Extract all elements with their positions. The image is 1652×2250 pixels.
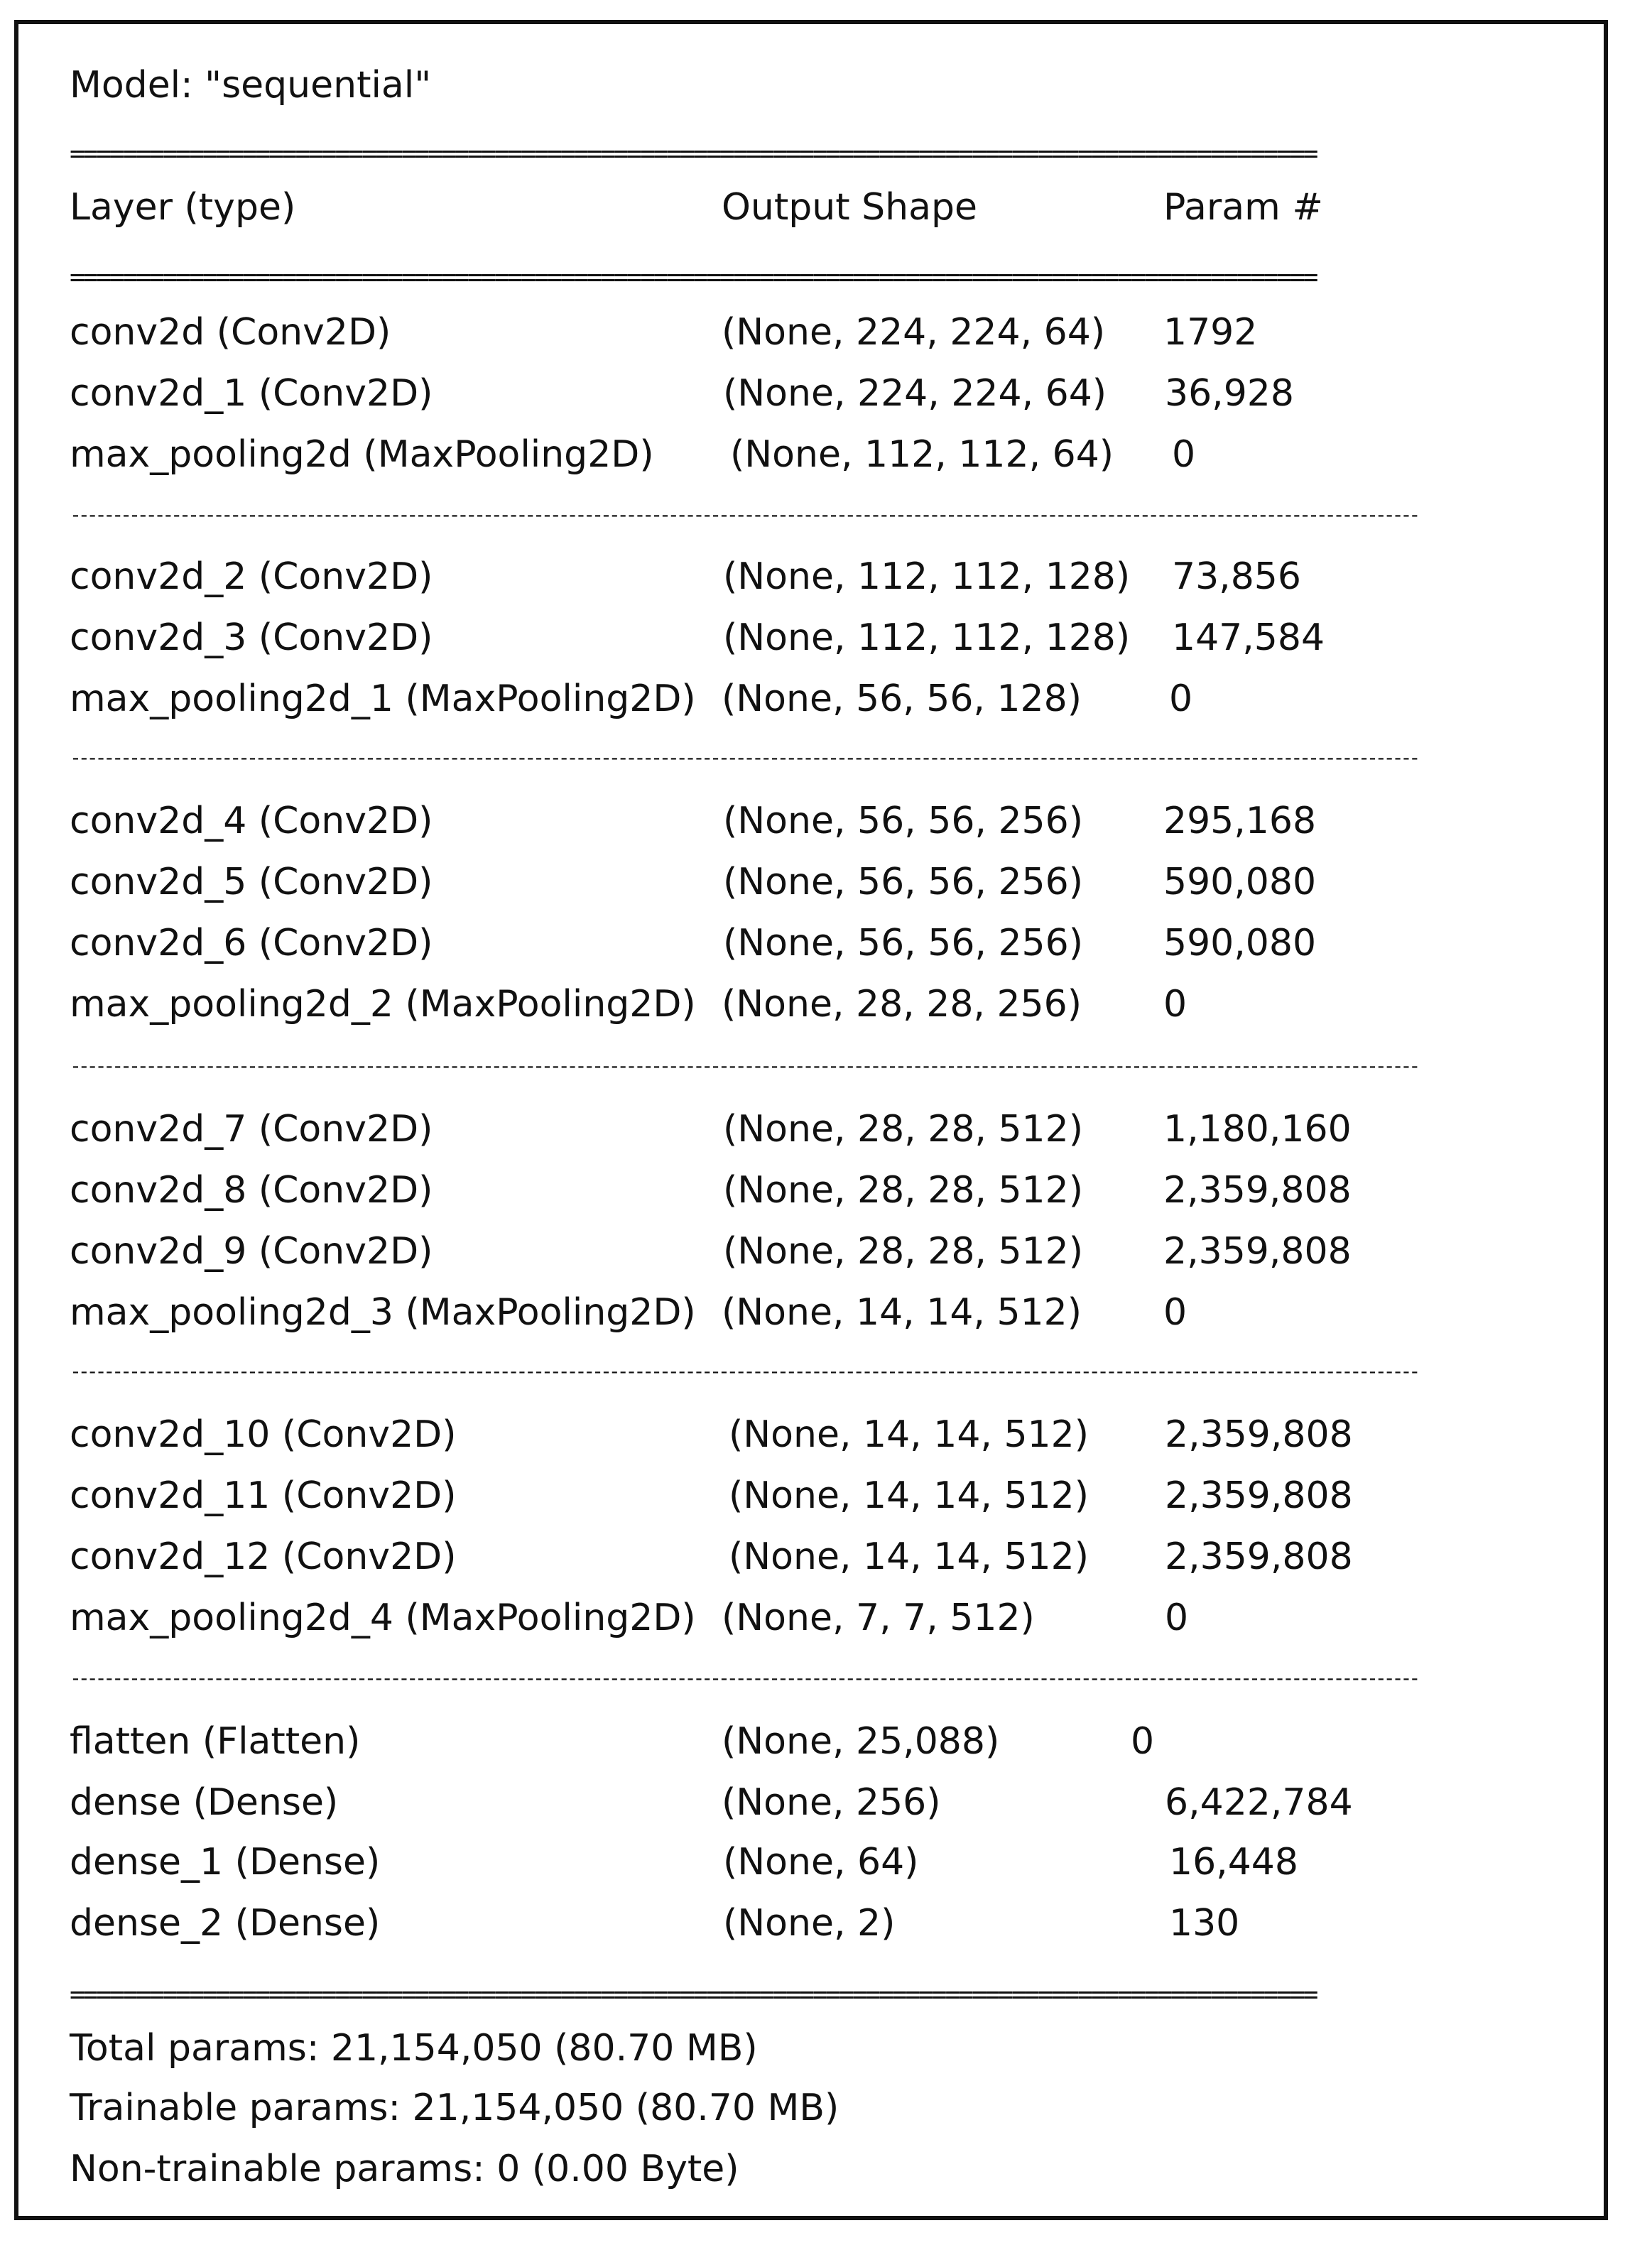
output-shape-cell: (None, 28, 28, 256) <box>722 983 1082 1026</box>
layer-name-cell: dense (Dense) <box>70 1781 339 1824</box>
param-count-cell: 36,928 <box>1165 372 1294 415</box>
layer-name-cell: conv2d_2 (Conv2D) <box>70 555 433 598</box>
param-count-cell: 590,080 <box>1163 861 1317 903</box>
output-shape-cell: (None, 28, 28, 512) <box>723 1108 1083 1151</box>
param-count-cell: 0 <box>1169 678 1193 720</box>
layer-name-cell: flatten (Flatten) <box>70 1720 361 1763</box>
layer-name-cell: conv2d_12 (Conv2D) <box>70 1536 457 1578</box>
block-divider: ---------------------------------------------------------------------------------------------------------------------------------------------------------------- <box>70 504 1418 526</box>
output-shape-cell: (None, 14, 14, 512) <box>722 1291 1082 1334</box>
header-bottom-rule: ============================================================================================== <box>70 267 1317 288</box>
output-shape-cell: (None, 14, 14, 512) <box>729 1413 1089 1456</box>
layer-name-cell: conv2d_7 (Conv2D) <box>70 1108 433 1151</box>
param-count-cell: 2,359,808 <box>1163 1169 1352 1212</box>
param-count-cell: 1,180,160 <box>1163 1108 1352 1151</box>
param-count-cell: 590,080 <box>1163 922 1317 964</box>
layer-name-cell: max_pooling2d_1 (MaxPooling2D) <box>70 678 696 720</box>
output-shape-cell: (None, 112, 112, 128) <box>723 555 1131 598</box>
output-shape-cell: (None, 112, 112, 64) <box>730 433 1114 476</box>
layer-name-cell: conv2d_11 (Conv2D) <box>70 1474 457 1517</box>
trainable-params: Trainable params: 21,154,050 (80.70 MB) <box>70 2087 839 2129</box>
non-trainable-params: Non-trainable params: 0 (0.00 Byte) <box>70 2148 739 2190</box>
param-count-cell: 0 <box>1131 1720 1155 1763</box>
layer-name-cell: max_pooling2d_4 (MaxPooling2D) <box>70 1597 696 1639</box>
block-divider: ---------------------------------------------------------------------------------------------------------------------------------------------------------------- <box>70 1055 1418 1077</box>
layer-name-cell: conv2d_4 (Conv2D) <box>70 800 433 842</box>
output-shape-cell: (None, 224, 224, 64) <box>722 311 1106 354</box>
output-shape-cell: (None, 64) <box>723 1841 919 1884</box>
param-count-cell: 2,359,808 <box>1163 1230 1352 1273</box>
output-shape-cell: (None, 56, 56, 256) <box>723 922 1083 964</box>
param-count-cell: 2,359,808 <box>1165 1536 1353 1578</box>
block-divider: ---------------------------------------------------------------------------------------------------------------------------------------------------------------- <box>70 747 1418 768</box>
layer-name-cell: dense_2 (Dense) <box>70 1902 381 1945</box>
layer-name-cell: max_pooling2d (MaxPooling2D) <box>70 433 654 476</box>
totals-rule: ============================================================================================== <box>70 1984 1317 2006</box>
param-count-cell: 0 <box>1163 983 1188 1026</box>
param-count-cell: 0 <box>1165 1597 1189 1639</box>
output-shape-cell: (None, 2) <box>723 1902 896 1945</box>
param-count-cell: 130 <box>1169 1902 1240 1945</box>
param-count-cell: 73,856 <box>1172 555 1301 598</box>
output-shape-cell: (None, 14, 14, 512) <box>729 1474 1089 1517</box>
param-count-cell: 2,359,808 <box>1165 1413 1353 1456</box>
layer-name-cell: conv2d_5 (Conv2D) <box>70 861 433 903</box>
block-divider: ---------------------------------------------------------------------------------------------------------------------------------------------------------------- <box>70 1668 1418 1689</box>
output-shape-cell: (None, 56, 56, 256) <box>723 861 1083 903</box>
output-shape-cell: (None, 224, 224, 64) <box>723 372 1107 415</box>
param-count-cell: 295,168 <box>1163 800 1317 842</box>
layer-name-cell: conv2d (Conv2D) <box>70 311 391 354</box>
header-top-rule: ============================================================================================== <box>70 143 1317 165</box>
total-params: Total params: 21,154,050 (80.70 MB) <box>70 2027 758 2070</box>
model-title: Model: "sequential" <box>70 64 432 107</box>
output-shape-cell: (None, 25,088) <box>722 1720 1000 1763</box>
param-count-cell: 1792 <box>1163 311 1258 354</box>
layer-name-cell: conv2d_8 (Conv2D) <box>70 1169 433 1212</box>
layer-name-cell: max_pooling2d_3 (MaxPooling2D) <box>70 1291 696 1334</box>
param-count-cell: 16,448 <box>1169 1841 1298 1884</box>
layer-name-cell: conv2d_3 (Conv2D) <box>70 616 433 659</box>
output-shape-cell: (None, 112, 112, 128) <box>723 616 1131 659</box>
model-summary-panel <box>14 20 1608 2220</box>
param-count-cell: 2,359,808 <box>1165 1474 1353 1517</box>
output-shape-cell: (None, 56, 56, 256) <box>723 800 1083 842</box>
output-shape-cell: (None, 14, 14, 512) <box>729 1536 1089 1578</box>
layer-name-cell: conv2d_6 (Conv2D) <box>70 922 433 964</box>
param-count-cell: 6,422,784 <box>1165 1781 1353 1824</box>
header-layer: Layer (type) <box>70 186 296 229</box>
layer-name-cell: conv2d_1 (Conv2D) <box>70 372 433 415</box>
header-param-count: Param # <box>1163 186 1323 229</box>
output-shape-cell: (None, 28, 28, 512) <box>723 1230 1083 1273</box>
layer-name-cell: max_pooling2d_2 (MaxPooling2D) <box>70 983 696 1026</box>
output-shape-cell: (None, 56, 56, 128) <box>722 678 1082 720</box>
output-shape-cell: (None, 256) <box>722 1781 941 1824</box>
output-shape-cell: (None, 7, 7, 512) <box>722 1597 1035 1639</box>
param-count-cell: 147,584 <box>1172 616 1325 659</box>
layer-name-cell: conv2d_9 (Conv2D) <box>70 1230 433 1273</box>
block-divider: ---------------------------------------------------------------------------------------------------------------------------------------------------------------- <box>70 1361 1418 1382</box>
header-output-shape: Output Shape <box>722 186 977 229</box>
layer-name-cell: conv2d_10 (Conv2D) <box>70 1413 457 1456</box>
param-count-cell: 0 <box>1163 1291 1188 1334</box>
param-count-cell: 0 <box>1172 433 1196 476</box>
layer-name-cell: dense_1 (Dense) <box>70 1841 381 1884</box>
output-shape-cell: (None, 28, 28, 512) <box>723 1169 1083 1212</box>
